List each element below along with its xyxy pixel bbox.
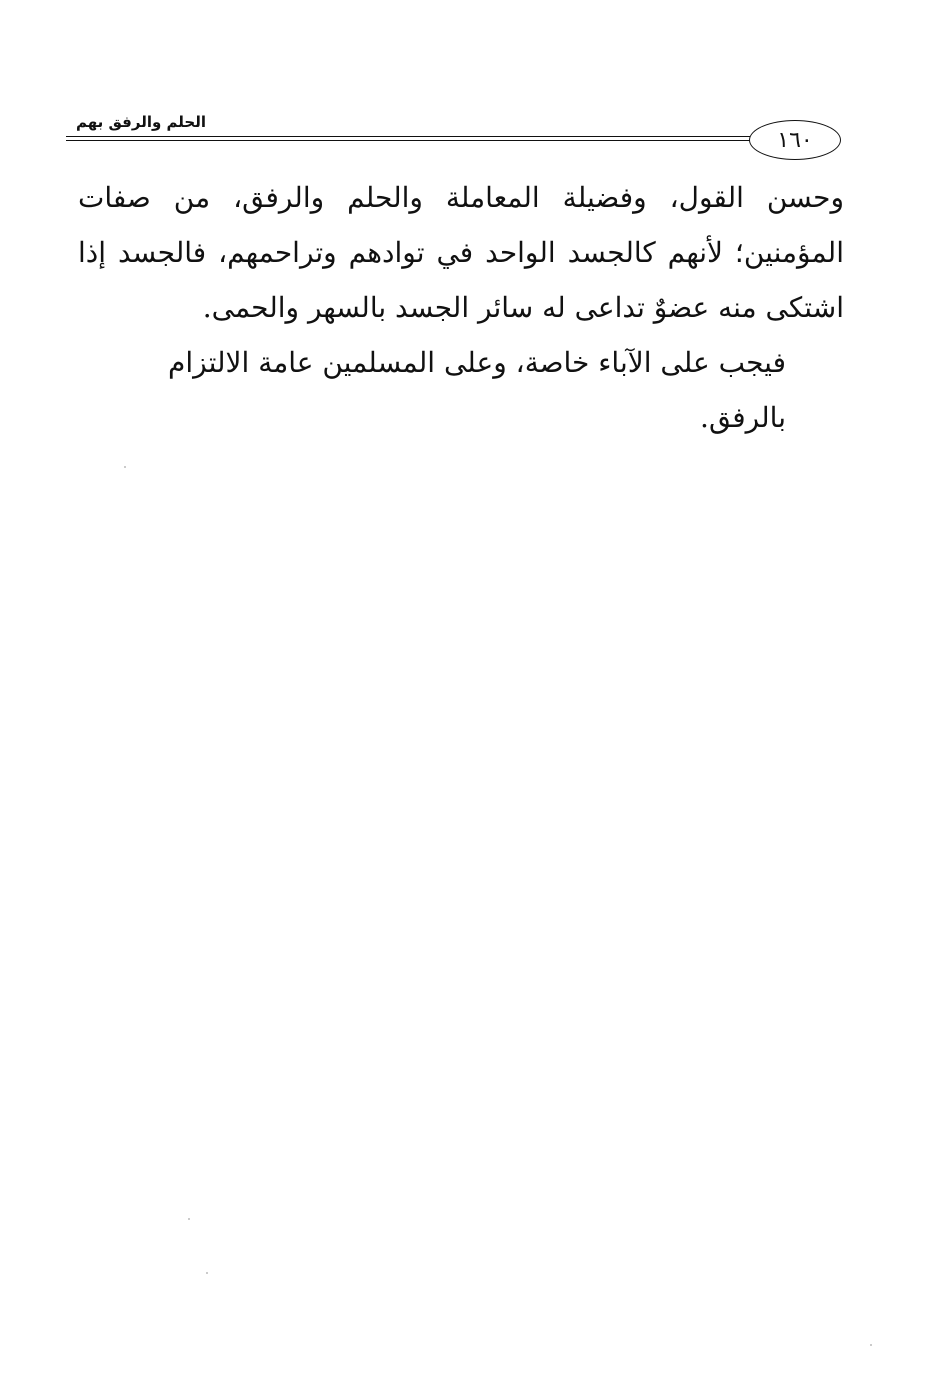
running-title: الحلم والرفق بهم — [76, 113, 206, 131]
scan-speck — [188, 1218, 190, 1220]
paragraph: وحسن القول، وفضيلة المعاملة والحلم والرفق، من صفات المؤمنين؛ لأنهم كالجسد الواحد في توادهم وتراحمهم، فالجسد إذا اشتكى منه عضوٌ تداعى له سائر الجسد بالسهر والحمى. — [78, 181, 844, 324]
header-rule — [66, 136, 750, 141]
scan-speck — [206, 1272, 208, 1274]
page-number-oval — [749, 120, 841, 160]
page-header — [66, 112, 846, 162]
scan-speck — [124, 466, 126, 468]
scan-speck — [870, 1344, 872, 1346]
body-text — [78, 170, 844, 445]
page-number: ١٦٠ — [777, 127, 813, 153]
paragraph: فيجب على الآباء خاصة، وعلى المسلمين عامة الالتزام بالرفق. — [168, 346, 786, 434]
